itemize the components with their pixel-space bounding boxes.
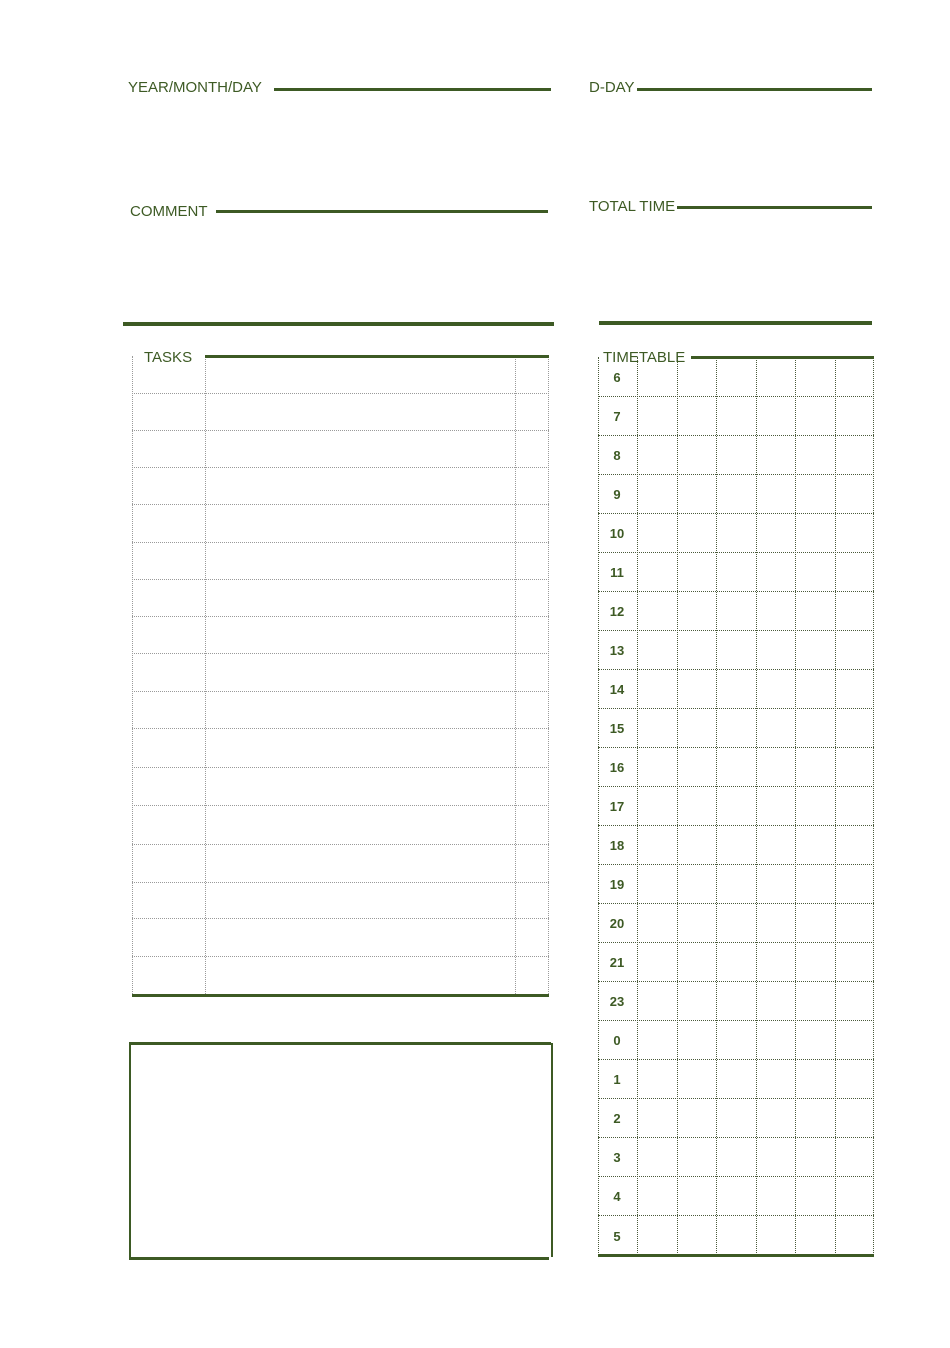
hour-label: 3 xyxy=(613,1150,621,1165)
hour-label: 8 xyxy=(613,448,621,463)
memo-top-rule xyxy=(129,1042,551,1045)
hour-label: 16 xyxy=(609,760,625,775)
hour-label: 12 xyxy=(609,604,625,619)
dday-field-line[interactable] xyxy=(637,88,872,91)
memo-box[interactable] xyxy=(129,1043,553,1257)
timetable-label: TIMETABLE xyxy=(603,349,686,366)
hour-label: 6 xyxy=(613,370,621,385)
hour-label: 9 xyxy=(613,487,621,502)
comment-bottom-rule xyxy=(123,322,554,326)
hour-label: 4 xyxy=(613,1189,621,1204)
timetable-top-rule xyxy=(691,356,874,359)
tasks-label: TASKS xyxy=(144,349,193,366)
comment-field-line[interactable] xyxy=(216,210,548,213)
comment-label: COMMENT xyxy=(130,203,208,220)
tasks-bottom-rule xyxy=(132,994,549,997)
hour-label: 15 xyxy=(609,721,625,736)
hour-label: 17 xyxy=(609,799,625,814)
hour-label: 21 xyxy=(609,955,625,970)
date-label: YEAR/MONTH/DAY xyxy=(128,79,262,96)
hour-label: 10 xyxy=(609,526,625,541)
hour-label: 18 xyxy=(609,838,625,853)
hour-label: 19 xyxy=(609,877,625,892)
hour-label: 7 xyxy=(613,409,621,424)
hour-label: 20 xyxy=(609,916,625,931)
total-time-bottom-rule xyxy=(599,321,872,325)
memo-bottom-rule xyxy=(129,1257,549,1260)
tasks-top-rule xyxy=(205,355,549,358)
hour-label: 13 xyxy=(609,643,625,658)
hour-label: 2 xyxy=(613,1111,621,1126)
hour-label: 0 xyxy=(613,1033,621,1048)
timetable-grid[interactable] xyxy=(598,357,874,1255)
hour-label: 1 xyxy=(613,1072,621,1087)
date-field-line[interactable] xyxy=(274,88,551,91)
total-time-field-line[interactable] xyxy=(677,206,872,209)
timetable-bottom-rule xyxy=(598,1254,874,1257)
tasks-table[interactable] xyxy=(132,356,549,996)
hour-label: 14 xyxy=(609,682,625,697)
dday-label: D-DAY xyxy=(589,79,635,96)
hour-label: 23 xyxy=(609,994,625,1009)
total-time-label: TOTAL TIME xyxy=(589,198,676,215)
hour-label: 11 xyxy=(610,565,624,580)
hour-label: 5 xyxy=(613,1229,621,1244)
